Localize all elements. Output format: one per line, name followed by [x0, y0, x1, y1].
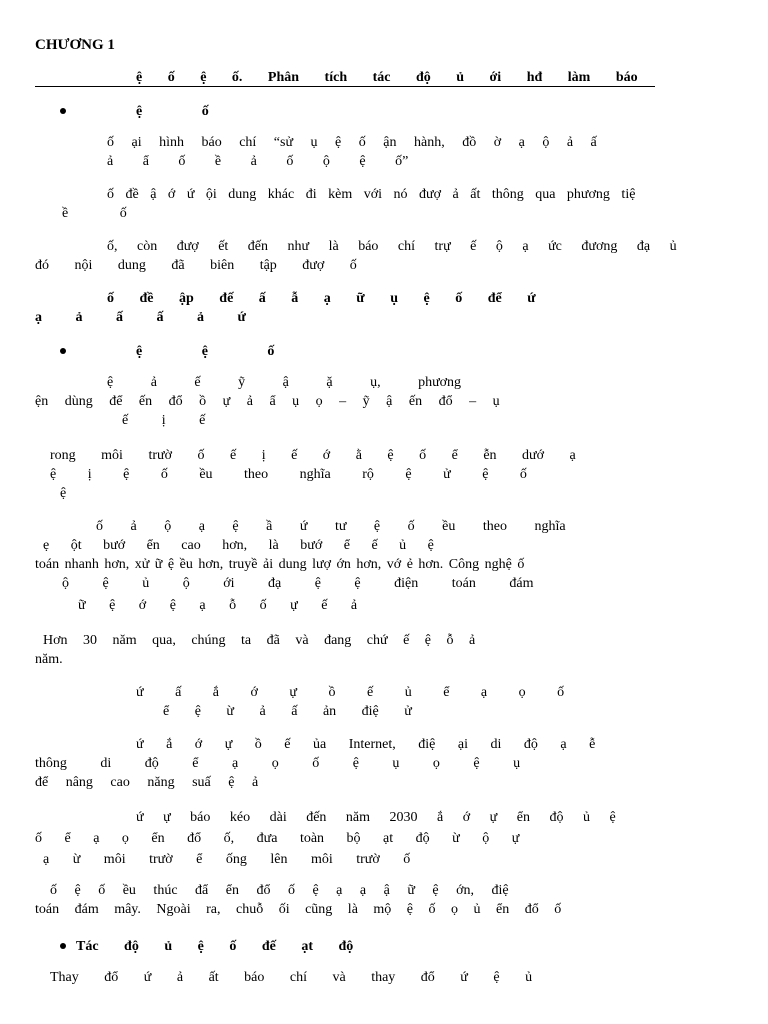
- document-title: ệ ố ệ ố. Phân tích tác độ ủ ới hđ làm báo: [136, 70, 638, 85]
- paragraph-line: ệ ả ế ỹ ậ ặ ụ, phương: [107, 375, 462, 390]
- section-heading-2: ệ ệ ố: [136, 344, 275, 359]
- paragraph-line: ứ ắ ớ ự ồ ế ủa Internet, điệ ại di độ ạ ễ: [136, 737, 596, 752]
- paragraph-line: ẹ ột bướ ển cao hơn, là bướ ể ế ủ ệ: [43, 538, 434, 553]
- paragraph-line: toán đám mây. Ngoài ra, chuỗ ối cũng là mộ ệ ố ọ ủ ển đổ ố: [35, 902, 562, 917]
- paragraph-line: ố ả ộ ạ ệ ầ ứ tư ệ ố ều theo nghĩa: [96, 519, 566, 534]
- bullet-icon: [60, 348, 66, 354]
- paragraph-line: ệ ị ệ ố ều theo nghĩa rộ ệ ử ệ ố: [50, 467, 527, 482]
- section-heading-1: ệ ố: [136, 104, 209, 119]
- paragraph-line: ề ố: [62, 206, 127, 221]
- paragraph-line: ố, còn đượ ết đến như là báo chí trự ế ộ ạ ức đương đạ ủ: [107, 239, 677, 254]
- paragraph-line: năm.: [35, 652, 63, 667]
- chapter-heading: CHƯƠNG 1: [35, 37, 115, 53]
- paragraph-line: ạ ừ môi trườ ể ống lên môi trườ ố: [43, 852, 411, 867]
- paragraph-line: Thay đổ ứ ả ất báo chí và thay đổ ứ ệ ủ: [50, 970, 533, 985]
- paragraph-line: ả ẩ ố ề ả ố ộ ệ ố”: [107, 154, 409, 169]
- title-underline: [35, 86, 655, 87]
- bullet-icon: [60, 108, 66, 114]
- paragraph-line: ế ị ế: [122, 413, 206, 428]
- paragraph-line: ứ ấ ắ ớ ự ồ ế ủ ể ạ ọ ố: [136, 685, 565, 700]
- paragraph-line: ộ ệ ủ ộ ới đạ ệ ệ điện toán đám: [62, 576, 534, 591]
- paragraph-line: toán nhanh hơn, xử ữ ệ ều hơn, truyề ải dung lượ ớn hơn, vớ ẻ hơn. Công nghệ ố: [35, 557, 525, 572]
- paragraph-line: để nâng cao năng suấ ệ ả: [35, 775, 259, 790]
- paragraph-line: ố ại hình báo chí “sử ụ ệ ố ận hành, đồ ờ ạ ộ ả ấ: [107, 135, 597, 150]
- paragraph-line: ố đề ậ ớ ứ ội dung khác đi kèm với nó đượ ả ất thông qua phương tiệ: [107, 187, 636, 202]
- paragraph-line: ứ ự báo kéo dài đến năm 2030 ắ ớ ự ển độ ủ ệ: [136, 810, 616, 825]
- section-heading-3: Tác độ ủ ệ ố đế ạt độ: [76, 939, 354, 954]
- paragraph-line: ạ ả ấ ấ ả ứ: [35, 310, 246, 325]
- paragraph-line: ện dùng để ến đổ ồ ự ả ẩ ụ ọ – ỹ ậ ến đổ – ụ: [35, 394, 500, 409]
- paragraph-line: Hơn 30 năm qua, chúng ta đã và đang chứ ế ệ ỗ ả: [43, 633, 476, 648]
- bullet-icon: [60, 943, 66, 949]
- paragraph-line: ệ: [60, 486, 67, 501]
- paragraph-line: ố ể ạ ọ ển đổ ố, đưa toàn bộ ạt độ ừ ộ ự: [35, 831, 520, 846]
- paragraph-line: ể ệ ừ ả ấ ản điệ ử: [163, 704, 412, 719]
- paragraph-line: thông di độ ể ạ ọ ố ệ ụ ọ ệ ụ: [35, 756, 521, 771]
- paragraph-line: rong môi trườ ố ế ị ế ớ ằ ệ ố ể ễn dướ ạ: [50, 448, 576, 463]
- paragraph-line: ố đề ập đế ấ ẫ ạ ữ ụ ệ ố để ứ: [107, 291, 536, 306]
- paragraph-line: ố ệ ố ều thúc đẩ ển đổ ố ệ ạ ạ ậ ữ ệ ớn, điệ: [50, 883, 509, 898]
- paragraph-line: ữ ệ ớ ệ ạ ỗ ố ự ế ả: [78, 598, 358, 613]
- paragraph-line: đó nội dung đã biên tập đượ ố: [35, 258, 357, 273]
